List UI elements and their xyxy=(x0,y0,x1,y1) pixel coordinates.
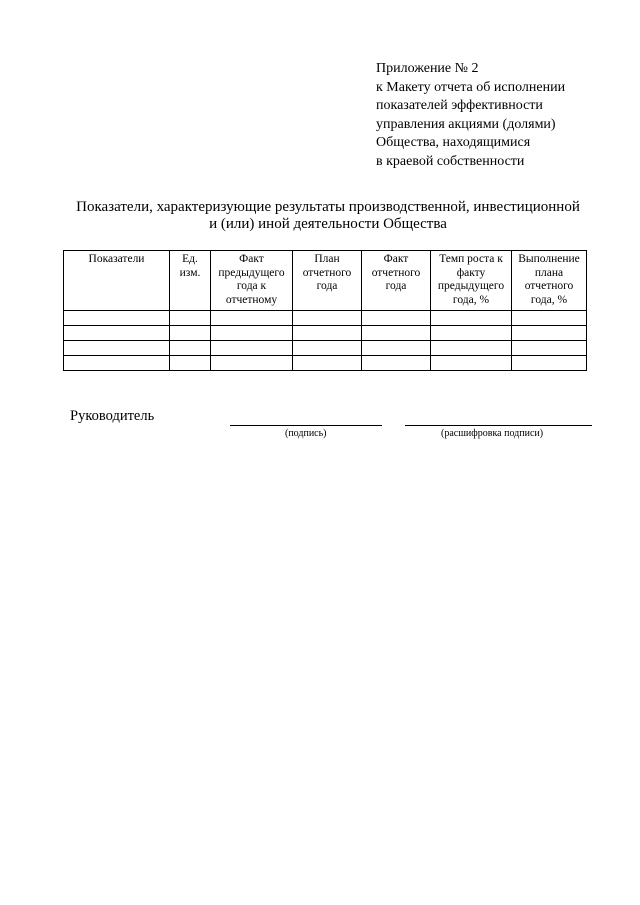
header-fact: Факт отчетного года xyxy=(362,251,431,311)
table-cell xyxy=(211,326,293,341)
appendix-line: в краевой собственности xyxy=(376,153,525,169)
header-indicators: Показатели xyxy=(64,251,170,311)
table-cell xyxy=(64,356,170,371)
table-cell xyxy=(431,341,512,356)
signature-decryption-line xyxy=(405,425,592,426)
table-header-row xyxy=(64,251,587,311)
table-cell xyxy=(512,311,587,326)
table-cell xyxy=(64,341,170,356)
table-cell xyxy=(431,311,512,326)
header-prev-year-fact: Факт предыдущего года к отчетному xyxy=(211,251,293,311)
table-cell xyxy=(362,326,431,341)
table-cell xyxy=(170,326,211,341)
appendix-line: Приложение № 2 xyxy=(376,61,479,76)
table-cell xyxy=(211,311,293,326)
table-cell xyxy=(170,341,211,356)
table-cell xyxy=(362,311,431,326)
table-row xyxy=(64,326,587,341)
appendix-line: Общества, находящимися xyxy=(376,135,531,151)
appendix-line: к Макету отчета об исполнении xyxy=(376,79,566,95)
table-cell xyxy=(64,326,170,341)
table-cell xyxy=(211,356,293,371)
table-cell xyxy=(64,311,170,326)
table-cell xyxy=(170,356,211,371)
table-row xyxy=(64,356,587,371)
table-cell xyxy=(431,356,512,371)
table-cell xyxy=(512,356,587,371)
table-cell xyxy=(293,311,362,326)
table-row xyxy=(64,311,587,326)
indicators-table xyxy=(63,250,587,371)
table-row xyxy=(64,341,587,356)
appendix-line: управления акциями (долями) xyxy=(376,116,556,132)
table-cell xyxy=(512,326,587,341)
table-cell xyxy=(293,341,362,356)
table-cell xyxy=(362,356,431,371)
header-growth-rate: Темп роста к факту предыдущего года, % xyxy=(431,251,512,311)
table-cell xyxy=(170,311,211,326)
appendix-line: показателей эффективности xyxy=(376,98,543,114)
document-title xyxy=(60,199,596,233)
header-plan-fulfilment: Выполнение плана отчетного года, % xyxy=(512,251,587,311)
signature-label: Руководитель xyxy=(70,408,155,424)
table-cell xyxy=(211,341,293,356)
table-cell xyxy=(362,341,431,356)
title-line: Показатели, характеризующие результаты производственной, инвестиционной xyxy=(76,199,580,215)
table-cell xyxy=(512,341,587,356)
signature-caption: (подпись) xyxy=(285,428,327,439)
title-line: и (или) иной деятельности Общества xyxy=(209,216,447,232)
header-plan: План отчетного года xyxy=(293,251,362,311)
signature-line xyxy=(230,425,382,426)
signature-decryption-caption: (расшифровка подписи) xyxy=(441,428,544,439)
table-cell xyxy=(431,326,512,341)
header-unit: Ед. изм. xyxy=(170,251,211,311)
appendix-block xyxy=(376,60,565,172)
table-cell xyxy=(293,326,362,341)
table-cell xyxy=(293,356,362,371)
